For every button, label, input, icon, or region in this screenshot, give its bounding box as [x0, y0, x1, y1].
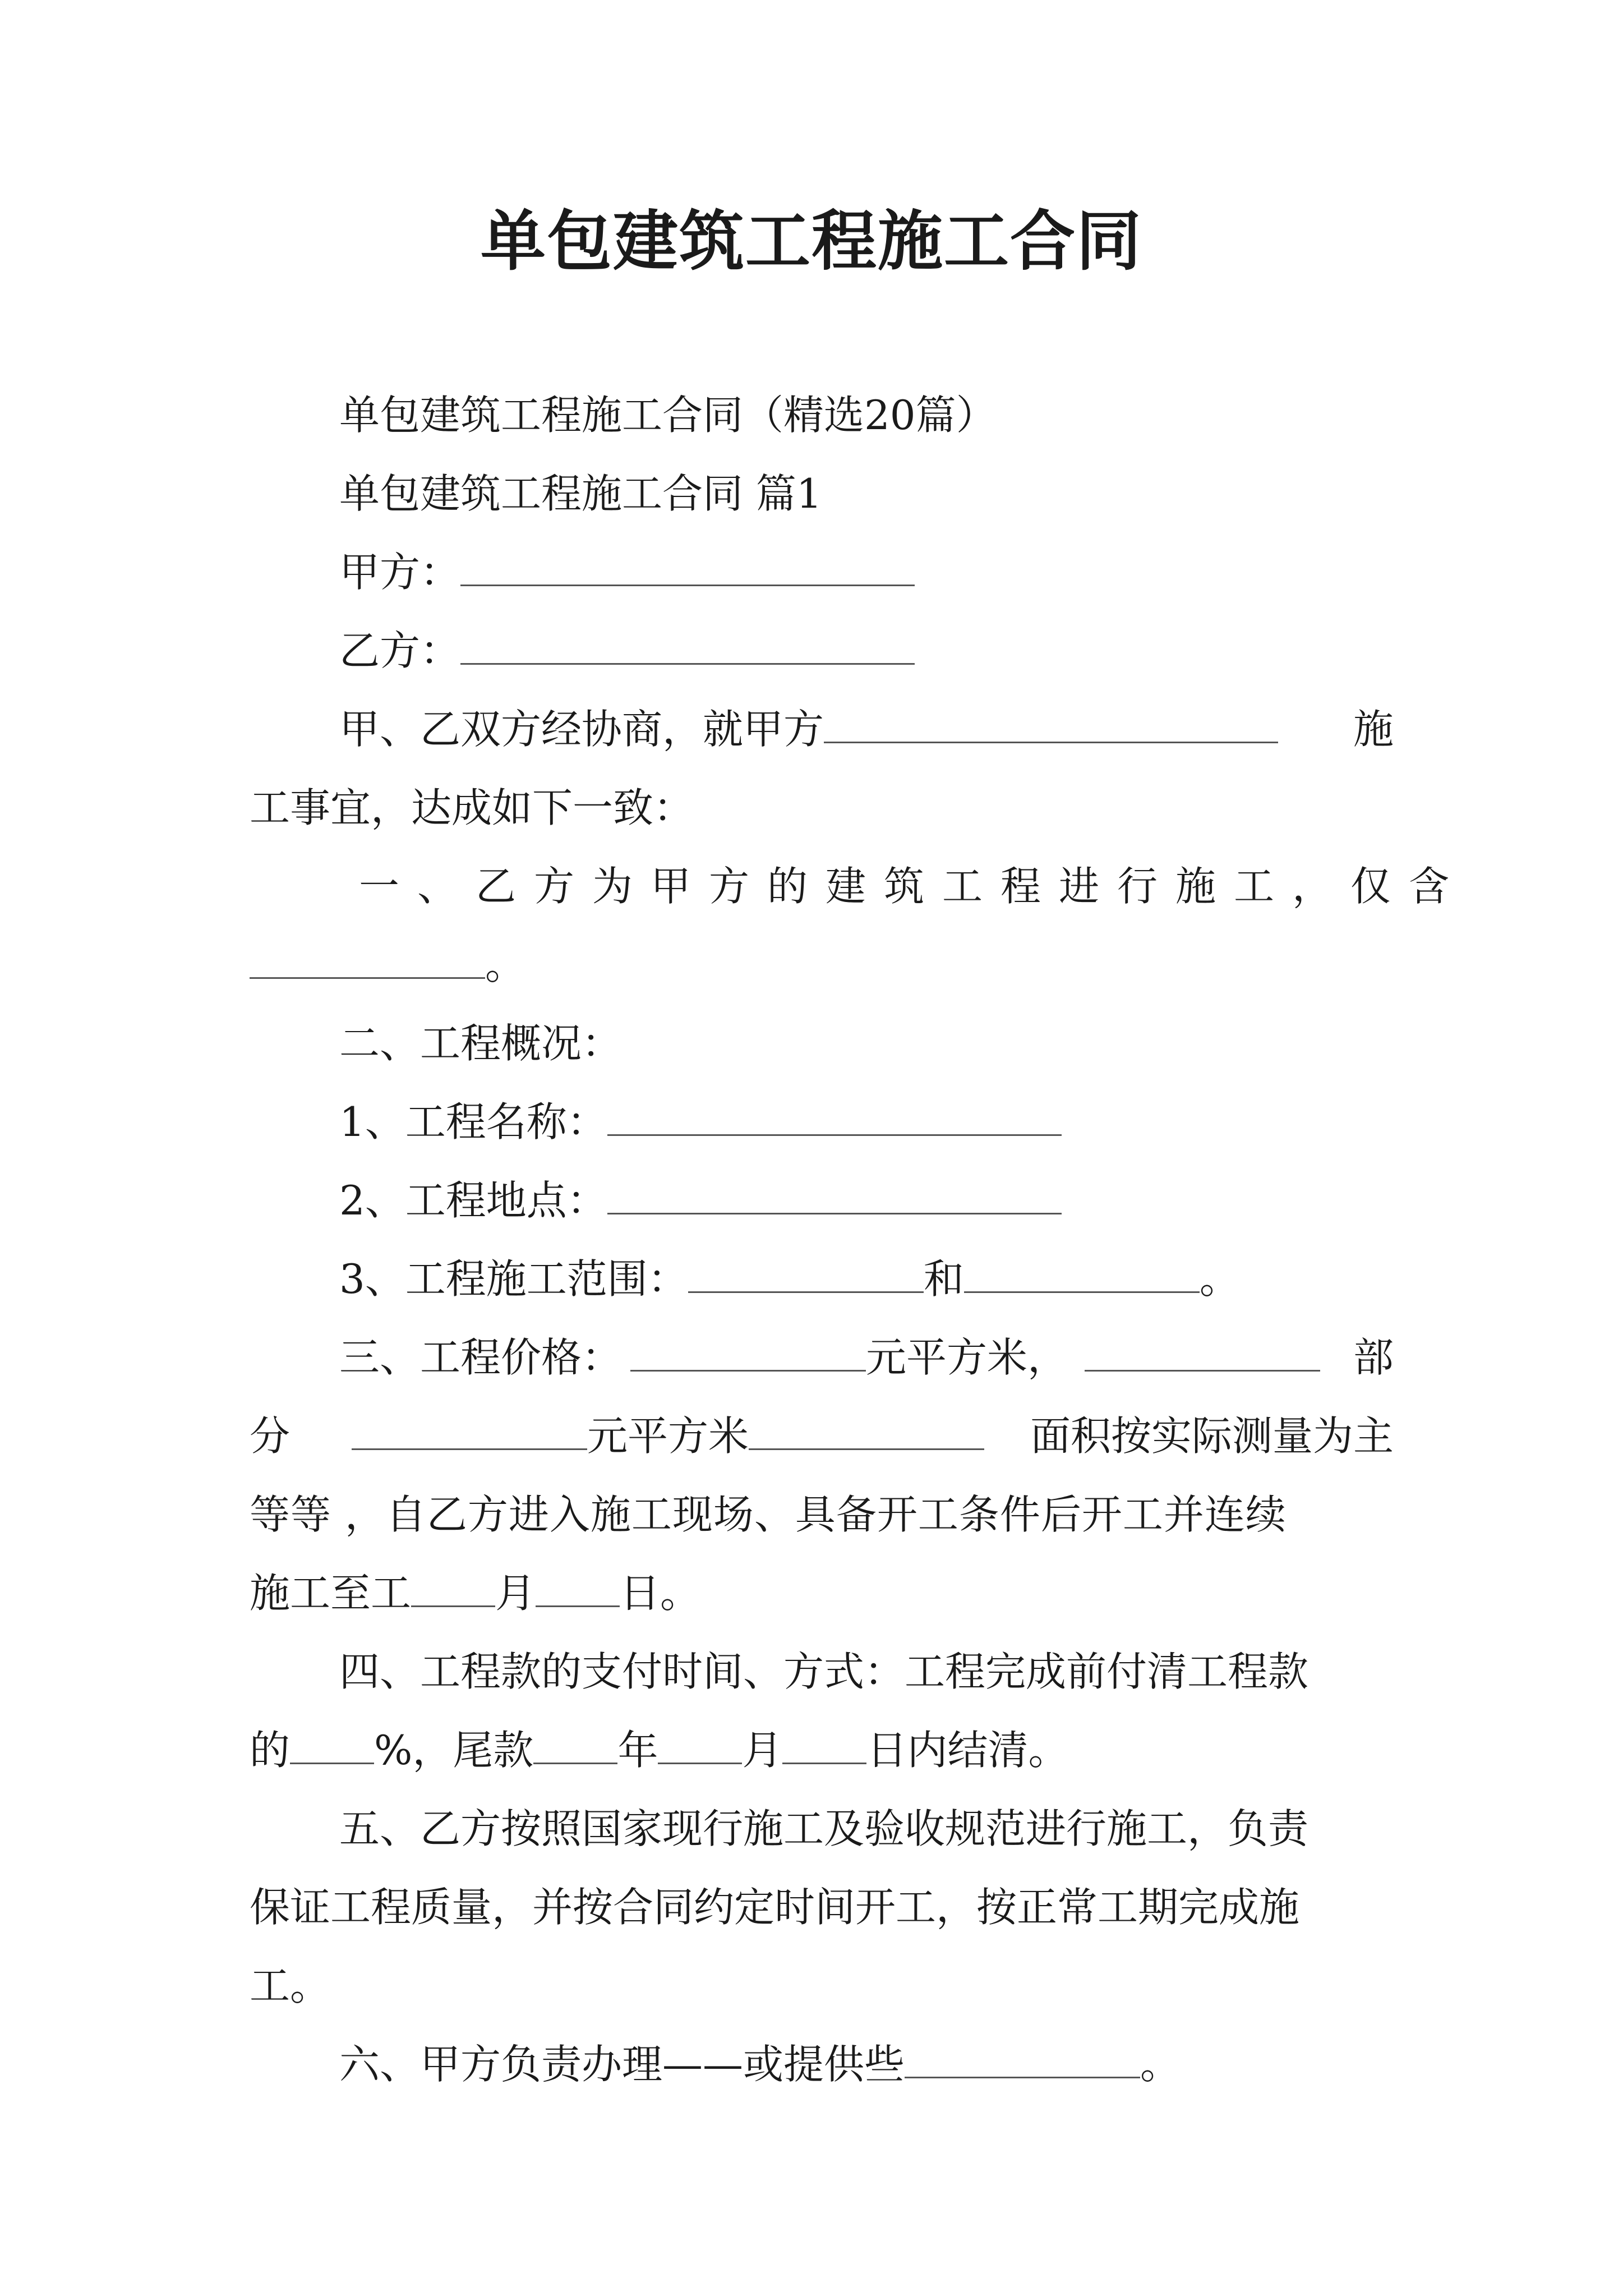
clause3-line2-a: 分 — [250, 1412, 291, 1460]
part-heading: 单包建筑工程施工合同 篇1 — [339, 470, 822, 517]
item1-label: 1、工程名称： — [339, 1098, 607, 1145]
clause3-line-2 — [250, 1411, 1394, 1461]
subtitle: 单包建筑工程施工合同（精选20篇） — [339, 392, 997, 439]
clause4-line2-d: 月 — [742, 1727, 783, 1774]
item3-line — [339, 1254, 1240, 1304]
clause3-unit1: 元平方米， — [866, 1334, 1068, 1381]
clause6-end: 。 — [1140, 2041, 1181, 2088]
clause3-line2-b: 元平方米 — [587, 1412, 749, 1460]
party-b-label: 乙方： — [339, 627, 461, 674]
item2-label: 2、工程地点： — [339, 1177, 607, 1224]
clause3-line4-b: 月 — [495, 1570, 536, 1617]
item3-blank-1 — [688, 1257, 924, 1293]
clause1-end: 。 — [485, 941, 526, 988]
intro-blank — [824, 707, 1278, 743]
clause1-blank — [250, 942, 485, 979]
item1-line — [339, 1097, 1062, 1147]
clause4-line2-a: 的 — [250, 1727, 291, 1774]
clause4-line2-c: 年 — [617, 1727, 658, 1774]
clause2-heading: 二、工程概况： — [339, 1020, 623, 1067]
intro-lead: 甲、乙双方经协商，就甲方 — [339, 706, 824, 753]
clause4-blank-pct — [290, 1728, 374, 1764]
clause3-line-1 — [339, 1332, 1394, 1383]
party-a-label: 甲方： — [339, 549, 461, 596]
item3-and: 和 — [923, 1255, 964, 1303]
clause3-blank-4 — [749, 1414, 984, 1450]
clause4-blank-month — [658, 1728, 742, 1764]
clause3-line-4 — [250, 1568, 700, 1618]
clause3-line4-a: 施工至工 — [250, 1570, 412, 1617]
clause5-line-3: 工。 — [250, 1962, 331, 2009]
item3-end: 。 — [1199, 1255, 1240, 1303]
clause3-blank-month — [411, 1571, 495, 1607]
clause4-blank-year — [533, 1728, 617, 1764]
clause4-line-2 — [250, 1725, 1068, 1775]
clause1-line-1: 一、乙方为甲方的建筑工程进行施工，仅含 — [359, 863, 1468, 910]
clause3-lead: 三、工程价格： — [339, 1334, 623, 1381]
document-title: 单包建筑工程施工合同 — [481, 203, 1142, 279]
intro-line-2: 工事宜，达成如下一致： — [250, 784, 694, 831]
item3-label: 3、工程施工范围： — [339, 1255, 688, 1303]
party-b-blank — [460, 628, 915, 665]
item1-blank — [607, 1099, 1062, 1136]
intro-tail-char: 施 — [1353, 706, 1394, 753]
clause3-tail: 部 — [1353, 1334, 1394, 1381]
party-a-line — [339, 547, 915, 597]
clause4-line2-e: 日内结清。 — [866, 1727, 1069, 1774]
clause3-blank-3 — [352, 1414, 587, 1450]
party-b-line — [339, 625, 915, 676]
item2-line — [339, 1175, 1062, 1226]
party-a-blank — [460, 550, 915, 586]
clause6-line — [339, 2039, 1181, 2090]
clause3-blank-2 — [1085, 1335, 1320, 1372]
clause3-line2-c: 面积按实际测量为主 — [1030, 1412, 1394, 1460]
clause3-line4-c: 日。 — [620, 1570, 701, 1617]
intro-line-1 — [339, 704, 1394, 754]
clause1-line-2 — [250, 940, 525, 990]
clause6-blank — [905, 2042, 1140, 2078]
clause3-blank-day — [536, 1571, 620, 1607]
clause4-blank-day — [782, 1728, 866, 1764]
clause5-line-2: 保证工程质量，并按合同约定时间开工，按正常工期完成施 — [250, 1884, 1300, 1931]
clause4-line-1: 四、工程款的支付时间、方式：工程完成前付清工程款 — [339, 1648, 1309, 1695]
clause4-line2-b: %，尾款 — [374, 1727, 534, 1774]
clause5-line-1: 五、乙方按照国家现行施工及验收规范进行施工，负责 — [339, 1805, 1309, 1852]
item3-blank-2 — [964, 1257, 1200, 1293]
clause6-lead: 六、甲方负责办理——或提供些 — [339, 2041, 905, 2088]
clause3-blank-1 — [630, 1335, 866, 1372]
item2-blank — [607, 1178, 1062, 1214]
clause3-line-3: 等等 ，自乙方进入施工现场、具备开工条件后开工并连续 — [250, 1491, 1287, 1538]
